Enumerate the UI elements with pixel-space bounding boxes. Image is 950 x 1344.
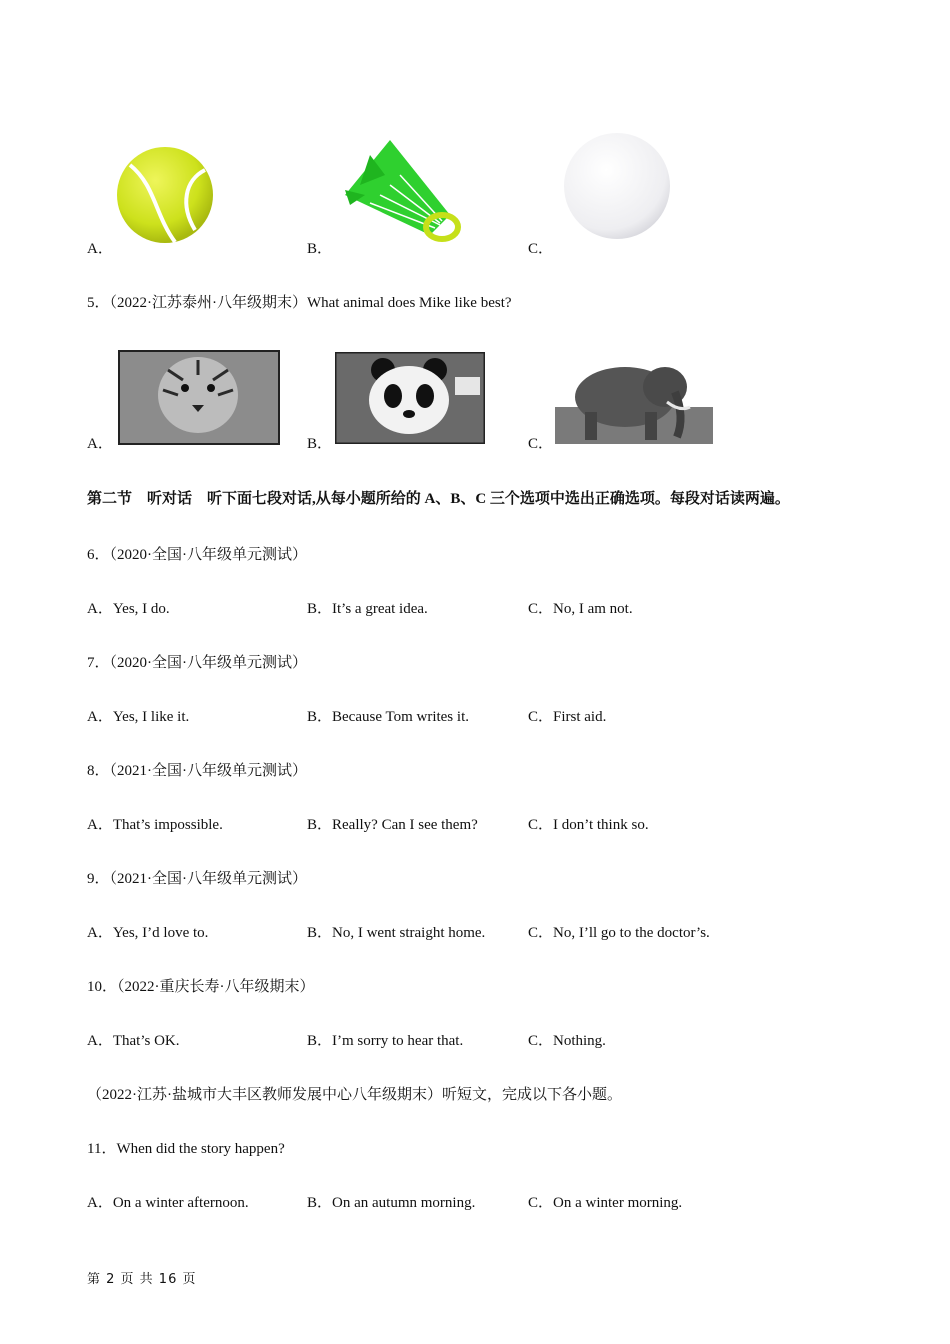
q5-option-b[interactable]: B．	[307, 436, 333, 452]
q11-option-c[interactable]: C．On a winter morning.	[528, 1195, 683, 1211]
q7-option-a[interactable]: A．Yes, I like it.	[87, 709, 190, 725]
q9-option-b[interactable]: B．No, I went straight home.	[307, 925, 486, 941]
q11-stem: 11．When did the story happen?	[87, 1141, 285, 1157]
pingpong-ball-image	[560, 133, 675, 243]
q7-option-c[interactable]: C．First aid.	[528, 709, 607, 725]
q4-option-c[interactable]: C．	[528, 241, 554, 257]
q10-stem: 10．（2022·重庆长寿·八年级期末）	[87, 979, 315, 995]
q10-option-b[interactable]: B．I’m sorry to hear that.	[307, 1033, 464, 1049]
q6-option-c[interactable]: C．No, I am not.	[528, 601, 633, 617]
shuttlecock-image	[340, 135, 465, 245]
q4-option-a[interactable]: A．	[87, 241, 113, 257]
section2-heading: 第二节 听对话 听下面七段对话,从每小题所给的 A、B、C 三个选项中选出正确选项。每段对话读两遍。	[87, 491, 790, 507]
q8-option-b[interactable]: B．Really? Can I see them?	[307, 817, 478, 833]
q10-option-a[interactable]: A．That’s OK.	[87, 1033, 180, 1049]
q9-stem: 9．（2021·全国·八年级单元测试）	[87, 871, 307, 887]
q8-stem: 8．（2021·全国·八年级单元测试）	[87, 763, 307, 779]
q10-option-c[interactable]: C．Nothing.	[528, 1033, 606, 1049]
q6-stem: 6．（2020·全国·八年级单元测试）	[87, 547, 307, 563]
q11-option-a[interactable]: A．On a winter afternoon.	[87, 1195, 249, 1211]
page-footer: 第 2 页 共 16 页	[87, 1272, 197, 1287]
q5-option-a[interactable]: A．	[87, 436, 113, 452]
q9-option-a[interactable]: A．Yes, I’d love to.	[87, 925, 209, 941]
q7-option-b[interactable]: B．Because Tom writes it.	[307, 709, 469, 725]
q5-stem: 5．（2022·江苏泰州·八年级期末）What animal does Mike like best?	[87, 295, 512, 311]
q8-option-c[interactable]: C．I don’t think so.	[528, 817, 649, 833]
q6-option-a[interactable]: A．Yes, I do.	[87, 601, 170, 617]
q5-option-c[interactable]: C．	[528, 436, 554, 452]
passage-intro: （2022·江苏·盐城市大丰区教师发展中心八年级期末）听短文，完成以下各小题。	[87, 1087, 622, 1103]
elephant-image	[555, 352, 713, 444]
q4-option-b[interactable]: B．	[307, 241, 333, 257]
tennis-ball-image	[110, 145, 220, 250]
panda-image	[335, 352, 485, 444]
q9-option-c[interactable]: C．No, I’ll go to the doctor’s.	[528, 925, 710, 941]
q8-option-a[interactable]: A．That’s impossible.	[87, 817, 223, 833]
q11-option-b[interactable]: B．On an autumn morning.	[307, 1195, 476, 1211]
tiger-image	[118, 350, 280, 445]
q7-stem: 7．（2020·全国·八年级单元测试）	[87, 655, 307, 671]
q6-option-b[interactable]: B．It’s a great idea.	[307, 601, 428, 617]
